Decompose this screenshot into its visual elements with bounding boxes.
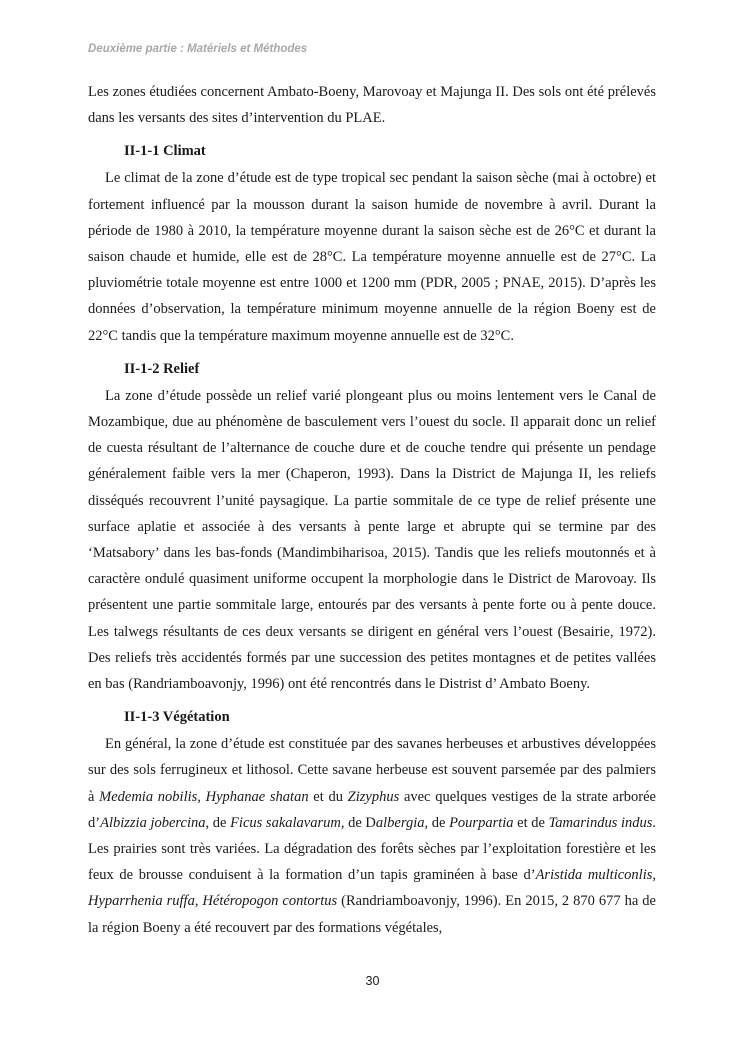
vegetation-text: , (194, 893, 203, 910)
running-header: Deuxième partie : Matériels et Méthodes (88, 43, 308, 55)
vegetation-paragraph (88, 731, 656, 941)
species-name: Pourpartia (449, 814, 514, 831)
vegetation-text: , (652, 867, 656, 884)
species-name: Aristida multiconlis (535, 867, 653, 884)
page-number: 30 (365, 974, 380, 988)
species-name: Hyphanae shatan (205, 788, 309, 805)
vegetation-text: et de (513, 814, 549, 831)
vegetation-text: , de D (340, 814, 376, 831)
intro-paragraph: Les zones étudiées concernent Ambato-Boeny, Marovoay et Majunga II. Des sols ont été prélevés dans les versants des sites d’intervention du PLAE. (88, 84, 656, 127)
section-heading-relief: II-1-2 Relief (124, 360, 200, 377)
page-body (88, 79, 656, 941)
species-name: Albizzia jobercina (100, 814, 206, 831)
section-heading-vegetation: II-1-3 Végétation (124, 709, 230, 726)
vegetation-text: , de (205, 814, 231, 831)
species-name: Hétéropogon contortus (202, 893, 338, 910)
vegetation-text: En général, la zone d’étude est constituée par des savanes herbeuses et arbustives développées sur des sols ferrugineux et lithosol. Cette savane herbeuse est souvent parsemée par des palmiers à (88, 736, 656, 805)
species-name: Zizyphus (347, 788, 400, 805)
species-name: Tamarindus indus (548, 814, 653, 831)
species-name: albergia, (375, 814, 429, 831)
vegetation-text: et du (308, 788, 348, 805)
section-heading-climat: II-1-1 Climat (124, 143, 206, 160)
climat-paragraph: Le climat de la zone d’étude est de type tropical sec pendant la saison sèche (mai à octobre) et fortement influencé par la mousson durant la saison humide de novembre à avril. Durant la période de 1980 à 2010, la température moyenne durant la saison sèche est de 26°C et durant la saison chaude et humide, elle est de 28°C. La température moyenne annuelle est de 27°C. La pluviométrie totale moyenne est entre 1000 et 1200 mm (PDR, 2005 ; PNAE, 2015). D’après les données d’observation, la température minimum moyenne annuelle de la région Boeny est de 22°C tandis que la température maximum moyenne annuelle est de 32°C. (88, 170, 656, 344)
species-name: Hyparrhenia ruffa (88, 893, 195, 910)
vegetation-text: , (197, 788, 206, 805)
vegetation-text: de (428, 814, 450, 831)
species-name: Ficus sakalavarum (230, 814, 341, 831)
vegetation-text: avec quelques vestiges de la strate arborée d’ (88, 788, 656, 831)
vegetation-text: . Les prairies sont très variées. La dégradation des forêts sèches par l’exploitation forestière et les feux de brousse conduisent à la formation d’un tapis graminéen à base d’ (88, 814, 657, 884)
relief-paragraph: La zone d’étude possède un relief varié plongeant plus ou moins lentement vers le Canal de Mozambique, due au phénomène de basculement vers l’ouest du socle. Il apparait donc un relief de cuesta résultant de l’alternance de couche dure et de couche tendre qui présente un pendage généralement faible vers la mer (Chaperon, 1993). Dans la District de Majunga II, les reliefs disséqués recouvrent l’unité paysagique. La partie sommitale de ce type de relief présente une surface aplatie et associée à des versants à pente large et abrupte qui se termine par des ‘Matsabory’ dans les bas-fonds (Mandimbiharisoa, 2015). Tandis que les reliefs moutonnés et à caractère ondulé quasiment uniforme occupent la morphologie dans le District de Marovoay. Ils présentent une partie sommitale large, entourés par des versants à pente forte ou à pente douce. Les talwegs résultants de ces deux versants se dirigent en général vers l’ouest (Besairie, 1972). Des reliefs très accidentés formés par une succession des petites montagnes et de petites vallées en bas (Randriamboavonjy, 1996) ont été rencontrés dans le Distrist d’ Ambato Boeny. (88, 387, 656, 693)
vegetation-text: (Randriamboavonjy, 1996). En 2015, 2 870 677 ha de la région Boeny a été recouvert par des formations végétales, (88, 893, 656, 936)
species-name: Medemia nobilis (99, 788, 198, 805)
